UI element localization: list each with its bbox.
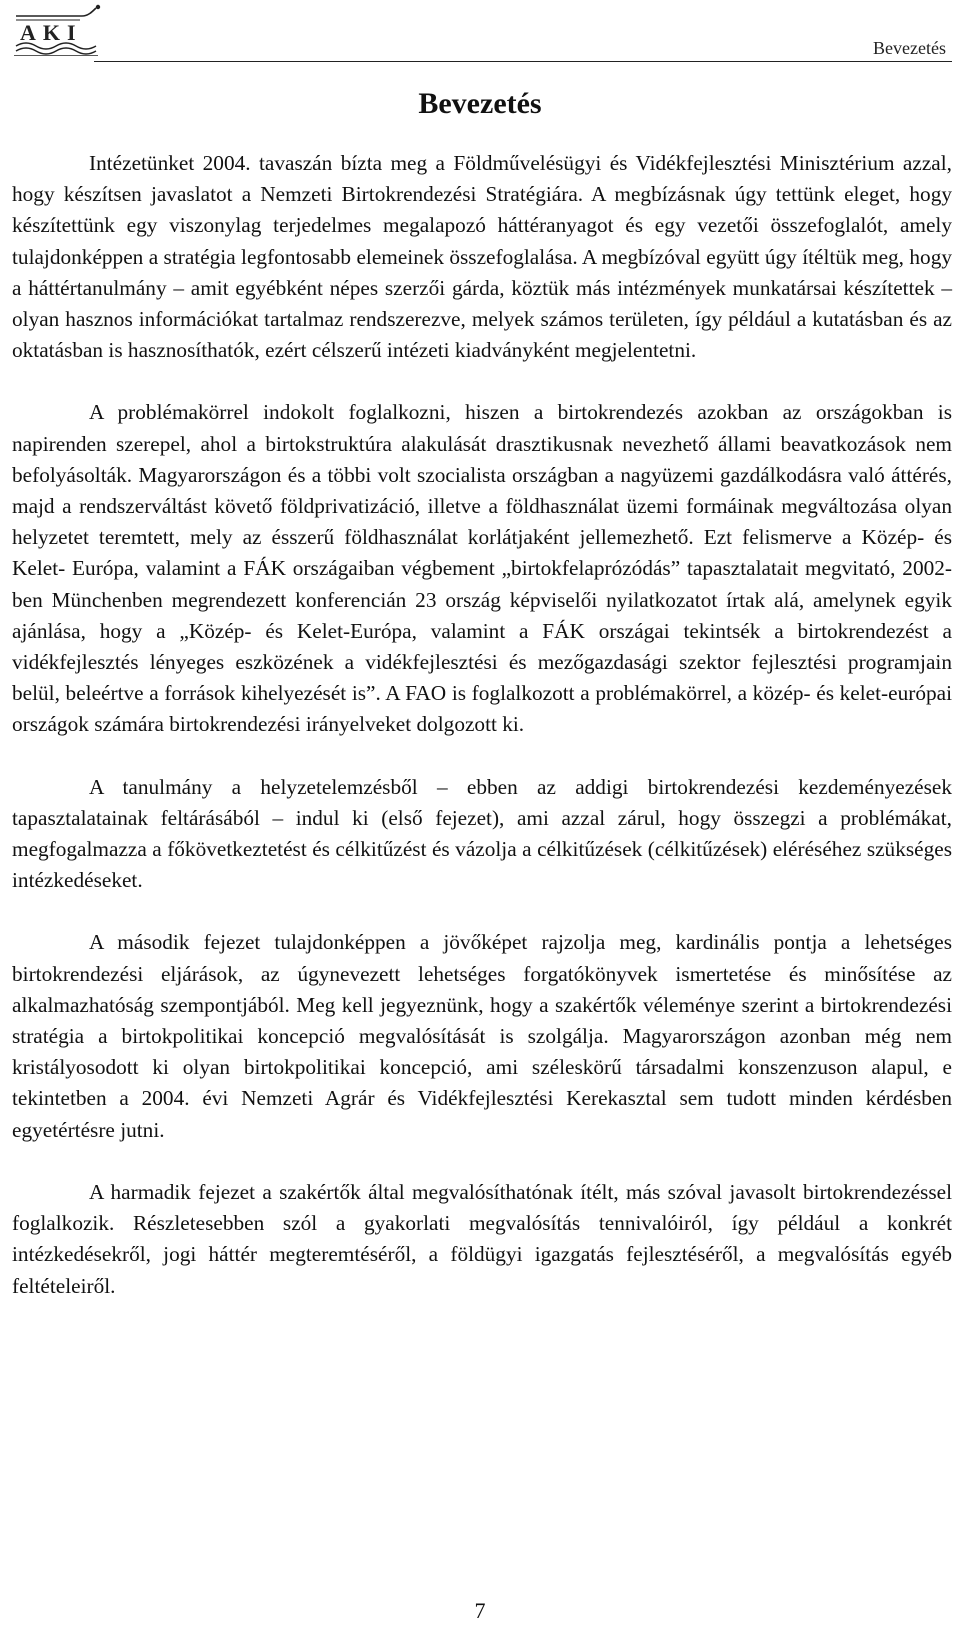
paragraph-4: A második fejezet tulajdonképpen a jövőképet rajzolja meg, kardinális pontja a lehetséges birtokrendezési eljárások, az úgynevezett lehetséges forgatókönyvek ismertetése és minősítése az alkalmazhatóság szempontjából. Meg kell jegyeznünk, hogy a szakértők véleménye szerint a birtokrendezési stratégia a birtokpolitikai koncepció megvalósítását is szolgálja. Magyarországon azonban még nem kristályosodott ki olyan birtokpolitikai koncepció, ami széleskörű társadalmi konszenzuson alapul, e tekintetben a 2004. évi Nemzeti Agrár és Vidékfejlesztési Kerekasztal sem tudott minden kérdésben egyetértésre jutni. <box>12 930 952 1142</box>
running-head: Bevezetés <box>873 38 946 58</box>
paragraph-3: A tanulmány a helyzetelemzésből – ebben az addigi birtokrendezési kezdeményezések tapasztalatainak feltárásából – indul ki (első fejezet), ami azzal zárul, hogy összegzi a problémákat, megfogalmazza a főkövetkeztetést és célkitűzést és vázolja a célkitűzések (célkitűzések) eléréséhez szükséges intézkedéseket. <box>12 774 952 893</box>
paragraph-2: A problémakörrel indokolt foglalkozni, hiszen a birtokrendezés azokban az országokban is napirenden szerepel, ahol a birtokstruktúra alakulását drasztikusnak nevezhető állami beavatkozások nem befolyásolták. Magyarországon és a többi volt szocialista országban a nagyüzemi gazdálkodásra való áttérés, majd a rendszerváltást követő földprivatizáció, illetve a földhasználat üzemi formáinak megváltozása olyan helyzetet teremtett, mely az ésszerű földhasználat korlátjaként jellemezhető. Ezt felismerve a Közép- és Kelet- Európa, valamint a FÁK országaiban végbement „birtokfelaprózódás” tapasztalatait megvitató, 2002-ben Münchenben megrendezett konferencián 23 ország képviselői nyilatkozatot írtak alá, amelynek egyik ajánlása, hogy a „Közép- és Kelet-Európa, valamint a FÁK országai tekintsék a birtokrendezést a vidékfejlesztés lényeges eszközének a vidékfejlesztési és mezőgazdasági szektor fejlesztési programjain belül, beleértve a források kihelyezését is”. A FAO is foglalkozott a problémakörrel, a közép- és kelet-európai országok számára birtokrendezési irányelveket dolgozott ki. <box>12 400 952 737</box>
aki-logo-icon <box>12 4 102 56</box>
header-rule <box>94 61 952 62</box>
page-title: Bevezetés <box>418 87 542 120</box>
page-header <box>8 4 952 62</box>
logo-text: AKI <box>20 20 83 45</box>
body-text <box>12 148 952 1333</box>
paragraph-5: A harmadik fejezet a szakértők által megvalósíthatónak ítélt, más szóval javasolt birtokrendezéssel foglalkozik. Részletesebben szól a gyakorlati megvalósítás tennivalóiról, így például a konkrét intézkedésekről, jogi háttér megteremtéséről, a földügyi igazgatás fejlesztéséről, a megvalósítás egyéb feltételeiről. <box>12 1179 952 1298</box>
page-number: 7 <box>474 1598 486 1623</box>
paragraph-1: Intézetünket 2004. tavaszán bízta meg a Földművelésügyi és Vidékfejlesztési Minisztérium azzal, hogy készítsen javaslatot a Nemzeti Birtokrendezési Stratégiára. A megbízásnak úgy tettünk eleget, hogy készítettünk egy viszonylag terjedelmes megalapozó háttéranyagot és egy vezetői összefoglalót, amely tulajdonképpen a stratégia legfontosabb elemeinek összefoglalása. A megbízóval együtt úgy ítéltük meg, hogy a háttértanulmány – amit egyébként népes szerzői gárda, köztük más intézmények munkatársai készítettek – olyan hasznos információkat tartalmaz rendszerezve, melyek számos területen, így például a kutatásban és az oktatásban is hasznosíthatók, ezért célszerű intézeti kiadványként megjelentetni. <box>12 151 952 363</box>
aki-logo <box>12 4 102 56</box>
